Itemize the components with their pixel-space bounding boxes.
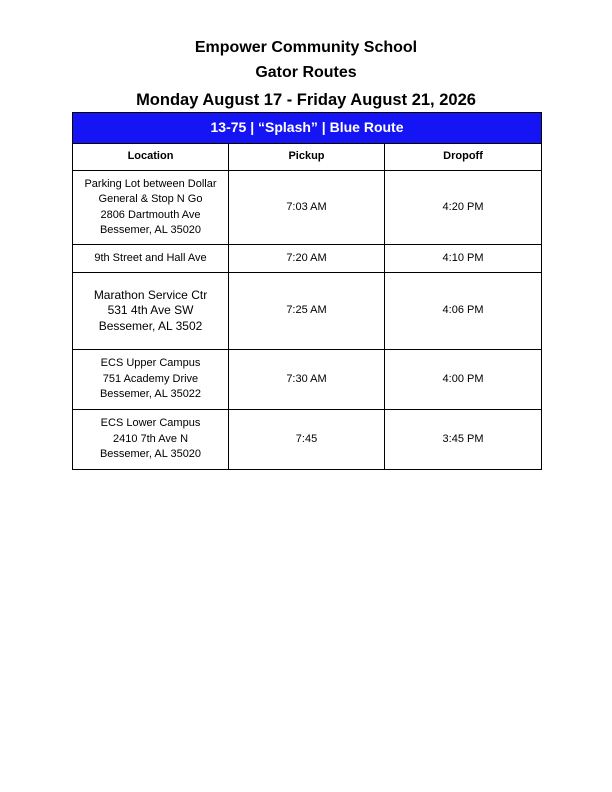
location-line: Marathon Service Ctr bbox=[93, 287, 208, 302]
table-row bbox=[73, 350, 542, 410]
column-header-pickup: Pickup bbox=[229, 144, 385, 171]
stop-dropoff-time: 4:10 PM bbox=[385, 245, 542, 273]
location-line: General & Stop N Go bbox=[98, 193, 203, 205]
location-line: 9th Street and Hall Ave bbox=[94, 251, 207, 264]
location-line: Bessemer, AL 35022 bbox=[99, 388, 202, 401]
location-line: 531 4th Ave SW bbox=[107, 303, 194, 318]
stop-pickup-time: 7:45 bbox=[229, 410, 385, 470]
table-row bbox=[73, 410, 542, 470]
stop-location bbox=[73, 171, 229, 245]
stop-pickup-time: 7:03 AM bbox=[229, 171, 385, 245]
location-line: 751 Academy Drive bbox=[102, 372, 199, 385]
route-banner-row bbox=[73, 113, 542, 144]
stop-pickup-time: 7:30 AM bbox=[229, 350, 385, 410]
stop-dropoff-time: 3:45 PM bbox=[385, 410, 542, 470]
column-header-dropoff: Dropoff bbox=[385, 144, 542, 171]
stop-pickup-time: 7:20 AM bbox=[229, 245, 385, 273]
stop-dropoff-time: 4:00 PM bbox=[385, 350, 542, 410]
stop-dropoff-time: 4:06 PM bbox=[385, 273, 542, 350]
column-header-row bbox=[73, 144, 542, 171]
date-range: Monday August 17 - Friday August 21, 2026 bbox=[136, 91, 476, 109]
location-line: Bessemer, AL 35020 bbox=[99, 224, 202, 236]
stop-location bbox=[73, 410, 229, 470]
location-line: 2410 7th Ave N bbox=[112, 432, 189, 445]
location-line: Bessemer, AL 3502 bbox=[98, 318, 203, 333]
stop-location bbox=[73, 273, 229, 350]
table-row bbox=[73, 245, 542, 273]
table-row bbox=[73, 273, 542, 350]
location-line: ECS Lower Campus bbox=[100, 417, 201, 430]
location-line: ECS Upper Campus bbox=[100, 357, 201, 370]
table-row bbox=[73, 171, 542, 245]
column-header-location: Location bbox=[73, 144, 229, 171]
stop-location bbox=[73, 245, 229, 273]
route-title: 13-75 | “Splash” | Blue Route bbox=[73, 113, 542, 144]
location-line: 2806 Dartmouth Ave bbox=[100, 208, 201, 221]
route-schedule-table bbox=[72, 112, 542, 470]
school-name: Empower Community School bbox=[194, 39, 418, 56]
location-line: Bessemer, AL 35020 bbox=[99, 448, 202, 461]
program-title: Gator Routes bbox=[255, 64, 357, 81]
stop-dropoff-time: 4:20 PM bbox=[385, 171, 542, 245]
location-line: Parking Lot between Dollar bbox=[84, 177, 217, 190]
stop-pickup-time: 7:25 AM bbox=[229, 273, 385, 350]
stop-location bbox=[73, 350, 229, 410]
